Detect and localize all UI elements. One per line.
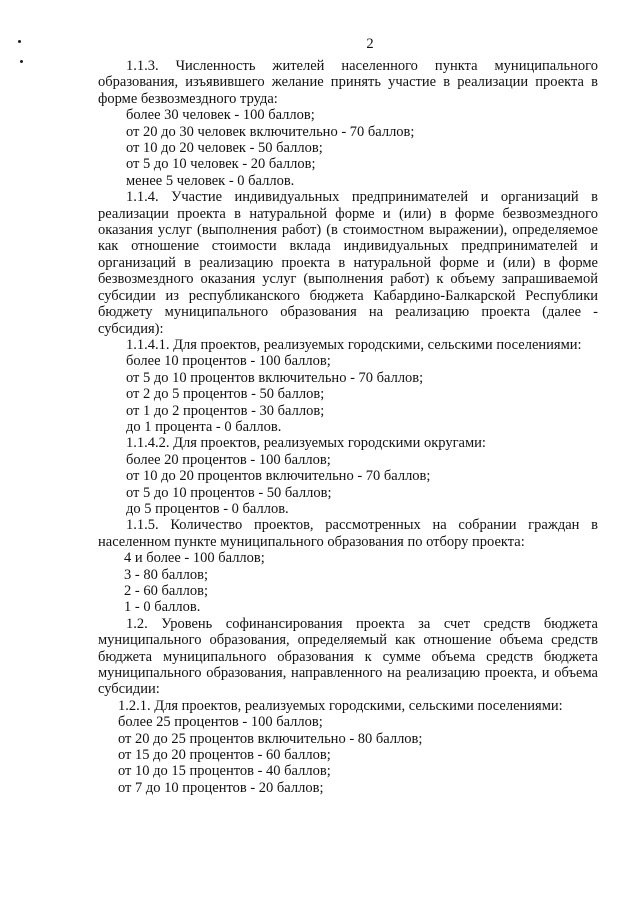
list-item: до 5 процентов - 0 баллов. [126,500,289,517]
list-item: от 20 до 25 процентов включительно - 80 баллов; [118,730,423,747]
list-item: от 20 до 30 человек включительно - 70 баллов; [126,123,415,140]
list-item: от 10 до 20 процентов включительно - 70 баллов; [126,468,431,485]
list-item: от 5 до 10 процентов - 50 баллов; [126,484,332,501]
list-item: 3 - 80 баллов; [124,566,208,583]
list-item: менее 5 человек - 0 баллов. [126,172,295,189]
scan-artifact-dot [20,60,23,63]
subsection-heading: 1.2.1. Для проектов, реализуемых городскими, сельскими поселениями: [118,697,563,714]
list-item: более 10 процентов - 100 баллов; [126,353,331,370]
list-item: 1 - 0 баллов. [124,599,201,616]
list-item: от 15 до 20 процентов - 60 баллов; [118,747,331,764]
list-item: от 5 до 10 процентов включительно - 70 баллов; [126,369,424,386]
document-body [98,58,598,796]
list-item: от 7 до 10 процентов - 20 баллов; [118,779,324,796]
page-number: 2 [366,36,374,52]
list-item: 2 - 60 баллов; [124,583,208,599]
list-item: 4 и более - 100 баллов; [124,550,265,567]
list-item: от 10 до 20 человек - 50 баллов; [126,140,323,157]
paragraph: 1.2. Уровень софинансирования проекта за счет средств бюджета муниципального образования, определяемый как отношение объема средств бюджета муниципального образования к сумме объема средств бюджета муниципального образования, направленного на реализацию проекта, и объема субсидии: [98,615,598,698]
list-item: более 25 процентов - 100 баллов; [118,714,323,731]
paragraph: 1.1.3. Численность жителей населенного пункта муниципального образования, изъявившего желание принять участие в реализации проекта в форме безвозмездного труда: [98,58,598,107]
list-item: от 10 до 15 процентов - 40 баллов; [118,763,331,780]
subsection-heading: 1.1.4.1. Для проектов, реализуемых городскими, сельскими поселениями: [126,336,582,353]
list-item: до 1 процента - 0 баллов. [126,418,282,435]
paragraph: 1.1.5. Количество проектов, рассмотренных на собрании граждан в населенном пункте муниципального образования по отбору проекта: [98,517,598,550]
list-item: от 5 до 10 человек - 20 баллов; [126,156,316,173]
paragraph: 1.1.4. Участие индивидуальных предпринимателей и организаций в реализации проекта в натуральной форме и (или) в форме безвозмездного оказания услуг (выполнения работ) (в стоимостном выражении), определяемое как отношение стоимости вклада индивидуальных предпринимателей и организаций в реализацию проекта в натуральной форме и (или) в форме безвозмездного оказания услуг (выполнения работ) к объему запрашиваемой субсидии из республиканского бюджета Кабардино-Балкарской Республики бюджету муниципального образования на реализацию проекта (далее - субсидия): [98,189,598,337]
subsection-heading: 1.1.4.2. Для проектов, реализуемых городскими округами: [126,435,486,452]
list-item: от 2 до 5 процентов - 50 баллов; [126,386,325,403]
list-item: более 30 человек - 100 баллов; [126,107,315,124]
list-item: более 20 процентов - 100 баллов; [126,451,331,468]
list-item: от 1 до 2 процентов - 30 баллов; [126,402,325,419]
